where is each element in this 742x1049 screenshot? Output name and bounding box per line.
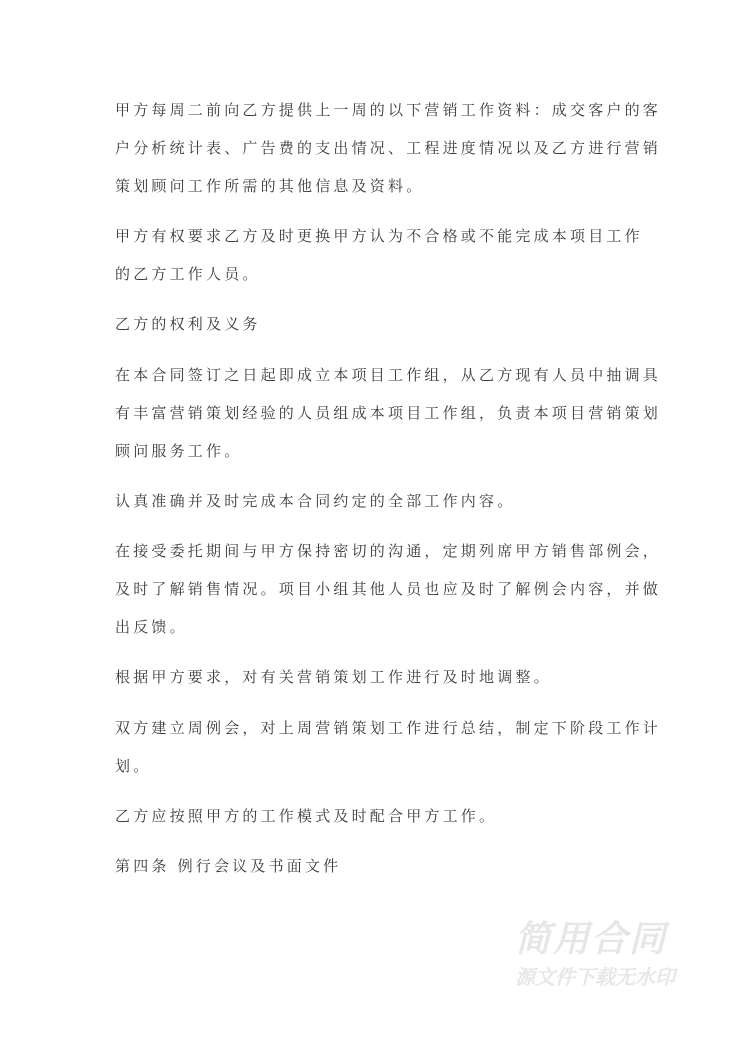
paragraph xyxy=(115,356,675,470)
paragraph xyxy=(115,797,675,835)
watermark-subtitle: 源文件下载无水印 xyxy=(515,965,675,989)
paragraph xyxy=(115,847,675,885)
text-line: 的乙方工作人员。 xyxy=(115,265,261,283)
text-line: 有丰富营销策划经验的人员组成本项目工作组，负责本项目营销策划 xyxy=(115,404,662,422)
text-line: 出反馈。 xyxy=(115,618,188,636)
text-line: 在接受委托期间与甲方保持密切的沟通，定期列席甲方销售部例会， xyxy=(115,542,662,560)
text-line: 第四条 例行会议及书面文件 xyxy=(115,857,342,875)
text-line: 策划顾问工作所需的其他信息及资料。 xyxy=(115,177,425,195)
text-line: 双方建立周例会，对上周营销策划工作进行总结，制定下阶段工作计 xyxy=(115,719,662,737)
text-line: 根据甲方要求，对有关营销策划工作进行及时地调整。 xyxy=(115,668,552,686)
text-line: 在本合同签订之日起即成立本项目工作组，从乙方现有人员中抽调具 xyxy=(115,366,662,384)
watermark-logo xyxy=(515,918,715,992)
text-line: 户分析统计表、广告费的支出情况、工程进度情况以及乙方进行营销 xyxy=(115,139,662,157)
paragraph xyxy=(115,532,675,646)
paragraph xyxy=(115,217,675,293)
text-line: 甲方每周二前向乙方提供上一周的以下营销工作资料：成交客户的客 xyxy=(115,101,662,119)
paragraph xyxy=(115,305,675,343)
text-line: 甲方有权要求乙方及时更换甲方认为不合格或不能完成本项目工作 xyxy=(115,227,643,245)
paragraph xyxy=(115,91,675,205)
text-line: 及时了解销售情况。项目小组其他人员也应及时了解例会内容，并做 xyxy=(115,580,662,598)
watermark-title: 简用合同 xyxy=(515,919,668,960)
paragraph xyxy=(115,709,675,785)
text-line: 认真准确并及时完成本合同约定的全部工作内容。 xyxy=(115,492,516,510)
text-line: 乙方的权利及义务 xyxy=(115,315,261,333)
text-line: 顾问服务工作。 xyxy=(115,442,243,460)
paragraph xyxy=(115,482,675,520)
paragraph xyxy=(115,658,675,696)
text-line: 划。 xyxy=(115,757,152,775)
text-line: 乙方应按照甲方的工作模式及时配合甲方工作。 xyxy=(115,807,498,825)
